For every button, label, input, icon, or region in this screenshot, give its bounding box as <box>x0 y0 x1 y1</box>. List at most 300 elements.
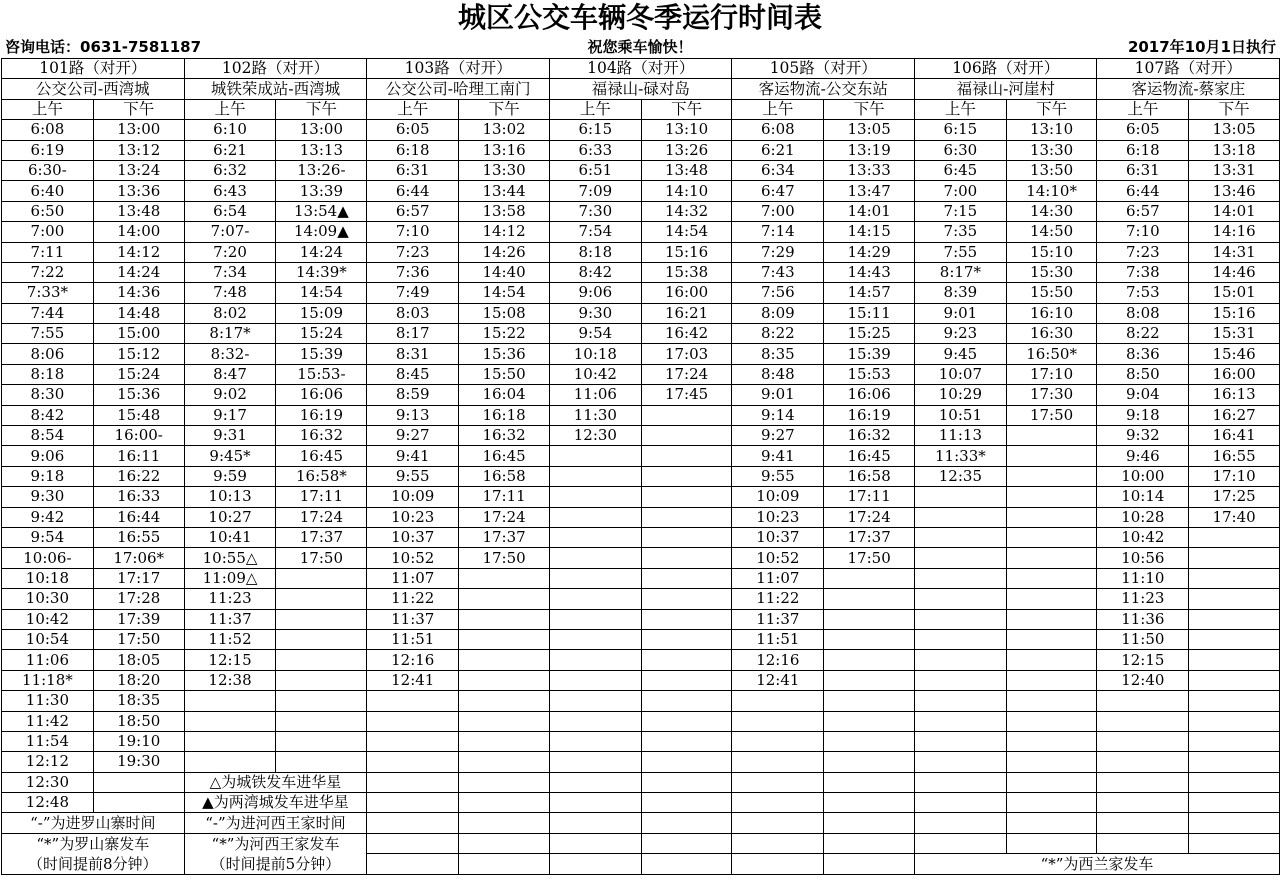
am-time-cell: 12:30 <box>2 772 94 792</box>
time-row <box>2 833 1280 854</box>
pm-time-cell: 16:45 <box>459 446 550 466</box>
pm-time-cell: 17:11 <box>824 487 915 507</box>
am-time-cell: 8:03 <box>367 303 459 323</box>
empty-cell <box>641 609 732 629</box>
pm-time-cell: 16:10 <box>1006 303 1097 323</box>
empty-cell <box>184 752 276 772</box>
time-row <box>2 120 1280 140</box>
pm-time-cell: 14:30 <box>1006 201 1097 221</box>
route-stops: 客运物流-公交东站 <box>732 79 915 99</box>
am-time-cell: 7:23 <box>367 242 459 262</box>
am-time-cell: 11:23 <box>184 589 276 609</box>
pm-time-cell: 15:09 <box>276 303 367 323</box>
empty-cell <box>1006 772 1097 792</box>
empty-cell <box>367 772 459 792</box>
empty-cell <box>550 527 642 547</box>
am-time-cell: 10:41 <box>184 527 276 547</box>
empty-cell <box>1097 752 1189 772</box>
am-time-cell: 6:44 <box>1097 181 1189 201</box>
pm-time-cell: 15:53 <box>824 364 915 384</box>
pm-time-cell: 14:09▲ <box>276 222 367 242</box>
empty-cell <box>1097 793 1189 813</box>
note-line: “-”为进河西王家时间 <box>205 813 346 832</box>
pm-time-cell: 13:02 <box>459 120 550 140</box>
am-time-cell: 12:30 <box>550 426 642 446</box>
pm-time-cell: 17:25 <box>1189 487 1280 507</box>
am-time-cell: 12:38 <box>184 670 276 690</box>
am-time-cell: 10:29 <box>915 385 1007 405</box>
empty-cell <box>550 507 642 527</box>
am-time-cell: 12:41 <box>367 670 459 690</box>
empty-cell <box>641 650 732 670</box>
pm-time-cell: 17:40 <box>1189 507 1280 527</box>
pm-time-cell: 14:31 <box>1189 242 1280 262</box>
am-time-cell: 7:15 <box>915 201 1007 221</box>
empty-cell <box>732 854 824 875</box>
am-time-cell: 10:55△ <box>184 548 276 568</box>
am-time-cell: 10:14 <box>1097 487 1189 507</box>
empty-cell <box>550 691 642 711</box>
am-time-cell: 8:09 <box>732 303 824 323</box>
empty-cell <box>1006 426 1097 446</box>
am-time-cell: 9:04 <box>1097 385 1189 405</box>
empty-cell <box>459 670 550 690</box>
empty-cell <box>367 752 459 772</box>
am-header: 上午 <box>915 99 1007 119</box>
empty-cell <box>824 568 915 588</box>
pm-time-cell: 16:41 <box>1189 426 1280 446</box>
pm-time-cell: 13:24 <box>93 160 184 180</box>
empty-cell <box>1006 589 1097 609</box>
pm-time-cell: 15:39 <box>824 344 915 364</box>
am-time-cell: 8:47 <box>184 364 276 384</box>
pm-time-cell: 15:50 <box>459 364 550 384</box>
empty-cell <box>641 446 732 466</box>
empty-cell <box>276 670 367 690</box>
note-line: “-”为进罗山寨时间 <box>30 813 156 832</box>
empty-cell <box>1189 711 1280 731</box>
empty-cell <box>1097 833 1189 854</box>
am-time-cell: 10:42 <box>1097 527 1189 547</box>
am-time-cell: 8:30 <box>2 385 94 405</box>
empty-cell <box>1189 548 1280 568</box>
pm-time-cell: 15:24 <box>276 324 367 344</box>
pm-time-cell: 16:33 <box>93 487 184 507</box>
am-time-cell: 6:18 <box>1097 140 1189 160</box>
time-row <box>2 324 1280 344</box>
pm-header: 下午 <box>824 99 915 119</box>
empty-cell <box>1189 650 1280 670</box>
empty-cell <box>1006 833 1097 854</box>
time-row <box>2 201 1280 221</box>
am-time-cell: 9:45* <box>184 446 276 466</box>
empty-cell <box>732 731 824 751</box>
am-header: 上午 <box>367 99 459 119</box>
am-time-cell: 9:06 <box>550 283 642 303</box>
route-name: 106路（对开） <box>915 59 1097 79</box>
empty-cell <box>1006 527 1097 547</box>
empty-cell <box>550 731 642 751</box>
pm-time-cell: 15:00 <box>93 324 184 344</box>
am-time-cell: 11:07 <box>732 568 824 588</box>
empty-cell <box>915 772 1007 792</box>
pm-time-cell: 17:37 <box>276 527 367 547</box>
route-stops: 公交公司-西湾城 <box>2 79 185 99</box>
am-time-cell: 9:30 <box>2 487 94 507</box>
pm-time-cell: 16:58* <box>276 466 367 486</box>
am-time-cell: 9:02 <box>184 385 276 405</box>
am-time-cell: 7:36 <box>367 262 459 282</box>
empty-cell <box>550 589 642 609</box>
empty-cell <box>550 793 642 813</box>
empty-cell <box>641 568 732 588</box>
pm-time-cell: 17:11 <box>459 487 550 507</box>
pm-time-cell: 14:46 <box>1189 262 1280 282</box>
pm-time-cell: 17:37 <box>824 527 915 547</box>
am-time-cell: 10:42 <box>550 364 642 384</box>
route-name: 104路（对开） <box>550 59 732 79</box>
time-row <box>2 629 1280 649</box>
empty-cell <box>641 813 732 833</box>
am-time-cell: 6:57 <box>367 201 459 221</box>
am-time-cell: 11:10 <box>1097 568 1189 588</box>
pm-time-cell: 16:00 <box>1189 364 1280 384</box>
pm-time-cell: 17:30 <box>1006 385 1097 405</box>
am-time-cell: 6:05 <box>1097 120 1189 140</box>
am-time-cell: 11:50 <box>1097 629 1189 649</box>
pm-time-cell: 15:31 <box>1189 324 1280 344</box>
pm-time-cell: 14:01 <box>1189 201 1280 221</box>
am-time-cell: 11:37 <box>184 609 276 629</box>
am-time-cell: 12:16 <box>367 650 459 670</box>
empty-cell <box>1097 772 1189 792</box>
pm-time-cell: 14:57 <box>824 283 915 303</box>
am-time-cell: 6:43 <box>184 181 276 201</box>
am-time-cell: 8:32- <box>184 344 276 364</box>
pm-time-cell: 17:24 <box>276 507 367 527</box>
pm-time-cell: 14:54 <box>641 222 732 242</box>
pm-time-cell: 13:05 <box>1189 120 1280 140</box>
pm-time-cell: 16:50* <box>1006 344 1097 364</box>
am-time-cell: 7:00 <box>732 201 824 221</box>
time-row <box>2 752 1280 772</box>
pm-time-cell: 16:55 <box>1189 446 1280 466</box>
am-time-cell: 8:45 <box>367 364 459 384</box>
am-time-cell: 11:06 <box>2 650 94 670</box>
am-time-cell: 11:37 <box>732 609 824 629</box>
pm-time-cell: 15:30 <box>1006 262 1097 282</box>
pm-time-cell: 14:15 <box>824 222 915 242</box>
am-time-cell: 10:09 <box>367 487 459 507</box>
empty-cell <box>641 589 732 609</box>
time-row <box>2 731 1280 751</box>
empty-cell <box>1189 589 1280 609</box>
am-time-cell: 12:15 <box>184 650 276 670</box>
pm-time-cell: 18:50 <box>93 711 184 731</box>
am-time-cell: 7:10 <box>1097 222 1189 242</box>
empty-cell <box>1006 487 1097 507</box>
empty-cell <box>550 650 642 670</box>
am-time-cell: 7:44 <box>2 303 94 323</box>
empty-cell <box>550 711 642 731</box>
empty-cell <box>641 487 732 507</box>
pm-time-cell: 17:50 <box>459 548 550 568</box>
time-row <box>2 507 1280 527</box>
pm-time-cell: 16:32 <box>276 426 367 446</box>
empty-cell <box>93 772 184 792</box>
pm-time-cell: 16:22 <box>93 466 184 486</box>
pm-time-cell: 16:06 <box>824 385 915 405</box>
am-time-cell: 9:54 <box>550 324 642 344</box>
pm-time-cell: 18:05 <box>93 650 184 670</box>
am-time-cell: 8:17* <box>184 324 276 344</box>
am-time-cell: 7:54 <box>550 222 642 242</box>
am-time-cell: 9:01 <box>915 303 1007 323</box>
empty-cell <box>641 670 732 690</box>
am-time-cell: 7:35 <box>915 222 1007 242</box>
empty-cell <box>732 711 824 731</box>
empty-cell <box>459 609 550 629</box>
pm-time-cell: 16:42 <box>641 324 732 344</box>
am-time-cell: 6:44 <box>367 181 459 201</box>
am-time-cell: 9:41 <box>732 446 824 466</box>
empty-cell <box>459 691 550 711</box>
empty-cell <box>550 568 642 588</box>
empty-cell <box>1189 793 1280 813</box>
pm-time-cell: 13:36 <box>93 181 184 201</box>
am-time-cell: 11:52 <box>184 629 276 649</box>
note-line: “*”为罗山寨发车 <box>36 834 150 853</box>
empty-cell <box>915 589 1007 609</box>
time-row <box>2 446 1280 466</box>
empty-cell <box>1097 711 1189 731</box>
empty-cell <box>459 854 550 875</box>
empty-cell <box>367 691 459 711</box>
pm-time-cell: 17:10 <box>1189 466 1280 486</box>
pm-header: 下午 <box>276 99 367 119</box>
empty-cell <box>1097 691 1189 711</box>
am-time-cell: 8:39 <box>915 283 1007 303</box>
am-time-cell: 7:23 <box>1097 242 1189 262</box>
empty-cell <box>550 629 642 649</box>
pm-time-cell: 13:48 <box>641 160 732 180</box>
am-time-cell: 8:42 <box>550 262 642 282</box>
phone-number: 咨询电话：0631-7581187 <box>5 38 202 56</box>
route-name: 101路（对开） <box>2 59 185 79</box>
time-row <box>2 589 1280 609</box>
empty-cell <box>915 487 1007 507</box>
am-time-cell: 8:06 <box>2 344 94 364</box>
time-row <box>2 527 1280 547</box>
pm-time-cell: 17:24 <box>641 364 732 384</box>
am-time-cell: 6:54 <box>184 201 276 221</box>
empty-cell <box>824 854 915 875</box>
am-time-cell: 9:23 <box>915 324 1007 344</box>
time-row <box>2 222 1280 242</box>
empty-cell <box>1006 650 1097 670</box>
empty-cell <box>915 609 1007 629</box>
time-row <box>2 426 1280 446</box>
am-time-cell: 9:06 <box>2 446 94 466</box>
am-time-cell: 11:37 <box>367 609 459 629</box>
am-time-cell: 9:32 <box>1097 426 1189 446</box>
pm-time-cell: 15:01 <box>1189 283 1280 303</box>
pm-time-cell: 16:55 <box>93 527 184 547</box>
pm-time-cell: 14:50 <box>1006 222 1097 242</box>
empty-cell <box>1006 629 1097 649</box>
am-time-cell: 9:27 <box>732 426 824 446</box>
empty-cell <box>459 650 550 670</box>
am-time-cell: 9:01 <box>732 385 824 405</box>
am-time-cell: 9:30 <box>550 303 642 323</box>
am-time-cell: 7:43 <box>732 262 824 282</box>
pm-time-cell: 13:16 <box>459 140 550 160</box>
empty-cell <box>915 752 1007 772</box>
am-time-cell: 7:11 <box>2 242 94 262</box>
pm-time-cell: 17:50 <box>1006 405 1097 425</box>
empty-cell <box>1189 813 1280 833</box>
am-time-cell: 6:15 <box>550 120 642 140</box>
am-time-cell: 8:08 <box>1097 303 1189 323</box>
time-row <box>2 242 1280 262</box>
pm-time-cell: 14:16 <box>1189 222 1280 242</box>
empty-cell <box>550 813 642 833</box>
empty-cell <box>1189 752 1280 772</box>
am-time-cell: 7:33* <box>2 283 94 303</box>
pm-time-cell: 13:18 <box>1189 140 1280 160</box>
am-time-cell: 11:22 <box>367 589 459 609</box>
empty-cell <box>459 772 550 792</box>
pm-time-cell: 14:54 <box>459 283 550 303</box>
empty-cell <box>550 833 642 854</box>
am-time-cell: 11:06 <box>550 385 642 405</box>
pm-time-cell: 15:36 <box>459 344 550 364</box>
pm-time-cell: 15:50 <box>1006 283 1097 303</box>
note-line: （时间提前5分钟） <box>210 854 341 873</box>
empty-cell <box>641 752 732 772</box>
time-row <box>2 691 1280 711</box>
route-name: 107路（对开） <box>1097 59 1280 79</box>
empty-cell <box>550 772 642 792</box>
empty-cell <box>641 629 732 649</box>
time-row <box>2 283 1280 303</box>
greeting: 祝您乘车愉快！ <box>587 38 693 56</box>
empty-cell <box>184 731 276 751</box>
pm-time-cell: 17:37 <box>459 527 550 547</box>
empty-cell <box>276 650 367 670</box>
route-stops: 公交公司-哈理工南门 <box>367 79 550 99</box>
time-row <box>2 405 1280 425</box>
pm-time-cell: 16:27 <box>1189 405 1280 425</box>
note-line: △为城铁发车进华星 <box>209 772 342 791</box>
am-time-cell: 9:13 <box>367 405 459 425</box>
am-time-cell: 9:55 <box>367 466 459 486</box>
am-time-cell: 10:51 <box>915 405 1007 425</box>
am-time-cell: 11:51 <box>732 629 824 649</box>
note-101 <box>2 813 185 833</box>
pm-time-cell: 18:35 <box>93 691 184 711</box>
am-time-cell: 9:31 <box>184 426 276 446</box>
time-row <box>2 140 1280 160</box>
time-row <box>2 711 1280 731</box>
time-row <box>2 344 1280 364</box>
pm-time-cell: 15:16 <box>1189 303 1280 323</box>
pm-time-cell: 17:24 <box>824 507 915 527</box>
empty-cell <box>915 711 1007 731</box>
pm-time-cell: 16:00 <box>641 283 732 303</box>
am-time-cell: 11:33* <box>915 446 1007 466</box>
time-row <box>2 813 1280 833</box>
pm-time-cell: 15:16 <box>641 242 732 262</box>
note-102 <box>184 793 367 813</box>
am-time-cell: 8:42 <box>2 405 94 425</box>
empty-cell <box>367 813 459 833</box>
am-time-cell: 10:54 <box>2 629 94 649</box>
pm-time-cell: 16:58 <box>824 466 915 486</box>
am-time-cell: 10:23 <box>732 507 824 527</box>
empty-cell <box>824 833 915 854</box>
pm-time-cell: 16:00- <box>93 426 184 446</box>
pm-time-cell: 14:54 <box>276 283 367 303</box>
empty-cell <box>367 854 459 875</box>
time-row <box>2 364 1280 384</box>
empty-cell <box>641 507 732 527</box>
am-time-cell: 11:30 <box>2 691 94 711</box>
timetable <box>1 58 1280 875</box>
empty-cell <box>1006 446 1097 466</box>
empty-cell <box>915 833 1007 854</box>
pm-time-cell: 13:19 <box>824 140 915 160</box>
am-time-cell: 9:41 <box>367 446 459 466</box>
am-time-cell: 10:00 <box>1097 466 1189 486</box>
am-time-cell: 9:55 <box>732 466 824 486</box>
am-time-cell: 6:47 <box>732 181 824 201</box>
pm-time-cell: 13:30 <box>1006 140 1097 160</box>
pm-time-cell: 17:03 <box>641 344 732 364</box>
empty-cell <box>915 507 1007 527</box>
pm-time-cell: 15:25 <box>824 324 915 344</box>
empty-cell <box>550 670 642 690</box>
empty-cell <box>915 568 1007 588</box>
pm-time-cell: 16:06 <box>276 385 367 405</box>
pm-time-cell: 15:48 <box>93 405 184 425</box>
pm-time-cell: 13:54▲ <box>276 201 367 221</box>
am-time-cell: 10:13 <box>184 487 276 507</box>
pm-header: 下午 <box>93 99 184 119</box>
pm-time-cell: 13:10 <box>1006 120 1097 140</box>
route-stops: 福禄山-河崖村 <box>915 79 1097 99</box>
pm-time-cell: 13:47 <box>824 181 915 201</box>
am-time-cell: 10:52 <box>732 548 824 568</box>
pm-time-cell: 17:45 <box>641 385 732 405</box>
empty-cell <box>915 650 1007 670</box>
am-time-cell: 11:18* <box>2 670 94 690</box>
empty-cell <box>641 854 732 875</box>
am-time-cell: 6:21 <box>184 140 276 160</box>
empty-cell <box>824 793 915 813</box>
empty-cell <box>1006 609 1097 629</box>
am-time-cell: 10:07 <box>915 364 1007 384</box>
empty-cell <box>1006 568 1097 588</box>
am-time-cell: 12:12 <box>2 752 94 772</box>
am-time-cell: 7:30 <box>550 201 642 221</box>
empty-cell <box>732 772 824 792</box>
empty-cell <box>824 813 915 833</box>
am-time-cell: 11:23 <box>1097 589 1189 609</box>
pm-time-cell: 15:36 <box>93 385 184 405</box>
am-time-cell: 6:30- <box>2 160 94 180</box>
note-102 <box>184 772 367 792</box>
